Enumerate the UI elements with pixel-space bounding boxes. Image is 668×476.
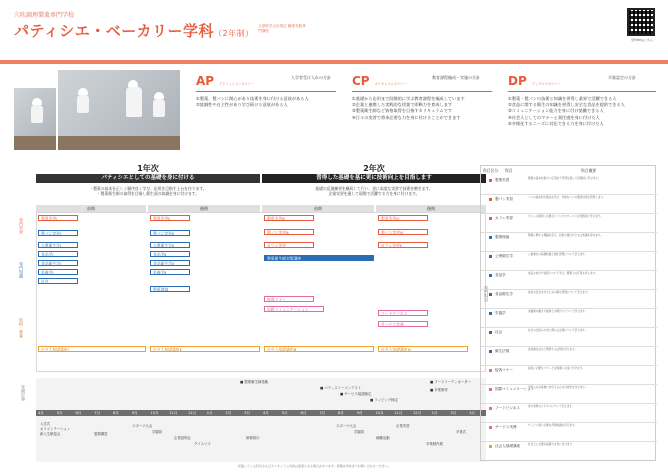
month-label: 6月 <box>75 411 82 415</box>
policy-line: ①製菓、製パンに関心があり技術を身に付ける意欲がある人 <box>196 96 309 101</box>
subject-name: 栄養学 <box>495 311 506 315</box>
event-item: 研修旅行 <box>246 436 260 440</box>
subject-name: 社会 <box>495 330 503 334</box>
subject-name: 衛生法規 <box>495 349 510 353</box>
policy-line: ④社会人としてのマナーと責任感を身に付けた人 <box>508 114 600 120</box>
course-box[interactable]: 食品衛生学Ⅱ <box>150 260 190 266</box>
qr-caption: 学科HPはこちら <box>630 38 654 42</box>
title-sub: （2年制） <box>214 29 254 38</box>
course-box[interactable]: 製菓実習Ⅱ <box>150 215 190 221</box>
course-box[interactable]: カフェ実習Ⅱ <box>378 242 428 248</box>
month-label: 11月 <box>169 411 178 415</box>
event-item: 企業説明会 <box>174 436 191 440</box>
subject-desc: 公衆衛生の基礎知識と衛生管理について学びます。 <box>528 253 588 256</box>
table-row <box>481 366 657 385</box>
photo-student <box>14 88 56 150</box>
subject-desc: 外国人のお客様に対応するための語学を学びます。 <box>528 386 588 389</box>
term-header: 前期 <box>36 205 146 212</box>
course-box[interactable]: 製菓理論 <box>150 286 190 292</box>
policy-bar <box>508 91 656 92</box>
subject-desc: サービス業に必要な実務知識を学びます。 <box>528 424 578 427</box>
policy-code: DP <box>508 74 527 88</box>
month-label: 5月 <box>281 411 288 415</box>
month-label: 4月 <box>263 411 269 415</box>
table-row <box>481 328 657 347</box>
row-marker <box>489 369 492 372</box>
table-row <box>481 252 657 271</box>
table-header: 科目区分 <box>483 168 499 173</box>
month-label: 6月 <box>300 411 307 415</box>
subject-desc: 社会人に必要な基礎力を身に付けます。 <box>528 443 575 446</box>
row-marker <box>489 255 492 258</box>
course-box[interactable]: 製パン実習Ⅳ <box>378 229 428 235</box>
header-divider <box>0 60 668 64</box>
table-row <box>481 233 657 252</box>
subject-name: 製菓理論 <box>495 235 510 239</box>
course-box[interactable]: 製パン実習Ⅱ <box>150 230 190 236</box>
course-box[interactable]: 食品学Ⅱ <box>150 251 190 257</box>
month-label: 1月 <box>206 411 213 415</box>
month-label: 12月 <box>413 411 422 415</box>
subject-desc: 社会の仕組みや食に関わる法規について学びます。 <box>528 329 588 332</box>
schedule-side-label: 年間行事 <box>21 385 26 401</box>
page-title <box>14 20 254 41</box>
subject-desc: 食の業界のビジネスについて学びます。 <box>528 405 575 408</box>
subject-desc: 栄養素の働きや健康との関わりについて学びます。 <box>528 310 588 313</box>
month-label: 3月 <box>244 411 251 415</box>
policy-cp <box>352 70 492 150</box>
course-box[interactable]: 製菓実習Ⅲ <box>264 215 314 221</box>
month-bar <box>36 410 486 416</box>
year1-label: 1年次 <box>137 164 159 173</box>
month-label: 2月 <box>450 411 457 415</box>
row-label: 専門知識 <box>19 262 24 278</box>
course-box[interactable]: 社会人基礎講座Ⅲ <box>264 346 374 352</box>
subject-name: 公衆衛生学 <box>495 254 513 258</box>
row-marker <box>489 293 492 296</box>
row-marker <box>489 426 492 429</box>
designation-note: 文部科学大臣指定 職業実践専門課程 <box>258 24 306 33</box>
course-box[interactable]: 社会人基礎講座Ⅱ <box>150 346 260 352</box>
month-label: 12月 <box>188 411 197 415</box>
subject-table <box>480 165 656 461</box>
subject-name: 社会人基礎講座 <box>495 444 521 448</box>
year2-desc: 基礎の反復練習を継続して行い、更に高度な実習で技術を磨きます。 企業実習を通して現場で活躍する力を身に付けます。 <box>315 186 433 197</box>
subject-name: 接客マナー <box>495 368 513 372</box>
row-marker <box>489 331 492 334</box>
year1-desc: ・製菓の基本を正しく順序良く学び、応用を目指す土台を作ります。 ・製菓衛生師の取得を目指し衛生面の知識を身に付けます。 <box>89 186 207 197</box>
month-label: 7月 <box>94 411 101 415</box>
subject-desc: パンの基本的な製法を学び、多様なパンの製造技術を習得します。 <box>528 196 606 199</box>
course-box[interactable]: 国際コミュニケーション <box>264 306 324 312</box>
course-box[interactable]: フードビジネス <box>378 310 428 316</box>
table-row <box>481 309 657 328</box>
row-marker <box>489 217 492 220</box>
event-item: 卒業式 <box>456 430 467 434</box>
subject-desc: 食品の安全を守るための衛生管理について学びます。 <box>528 291 590 294</box>
policy-head: 卒業認定の方針 <box>608 75 636 80</box>
event-item: 卒業制作展 <box>426 442 443 446</box>
course-box[interactable]: 社会人基礎講座Ⅰ <box>38 346 146 352</box>
policy-line: ②食品に関する衛生の知識を習得し安全な食品を提供できる人 <box>508 102 625 108</box>
row-marker <box>489 274 492 277</box>
subject-name: サービス実務 <box>495 425 517 429</box>
year2-band: 習得した基礎を基に更に技術向上を目指します <box>262 174 486 183</box>
event-item: 就職活動 <box>376 436 390 440</box>
subject-name: 製パン実習 <box>495 197 513 201</box>
row-marker <box>489 445 492 448</box>
event-item: スポーツ大会 <box>336 424 357 428</box>
table-row <box>481 347 657 366</box>
event-item: スポーツ大会 <box>132 424 153 428</box>
table-header: 科目 <box>505 168 513 173</box>
footnote: 記載している科目およびカリキュラム内容は変更となる場合があります。詳細は学校までお問い合わせください。 <box>238 464 391 468</box>
subject-name: 国際コミュニケーション <box>495 387 535 391</box>
policy-head: 入学者受け入れの方針 <box>291 75 331 80</box>
subject-desc: 食品の成分や性質について学び、製菓への応用を考えます。 <box>528 272 598 275</box>
row-label: 資格・教養 <box>19 318 24 338</box>
row-marker <box>489 179 492 182</box>
table-header: 科目概要 <box>581 168 597 173</box>
event-item: ■ サービス接遇検定 <box>340 392 372 396</box>
policy-line: ⑤多様化するニーズに対応できる力を身に付けた人 <box>508 120 604 126</box>
course-box[interactable]: 製菓実習Ⅰ <box>38 215 78 221</box>
course-box[interactable]: 接客マナー <box>264 296 314 302</box>
row-marker <box>489 312 492 315</box>
course-box[interactable]: サービス実務 <box>378 321 428 327</box>
policy-line: ③コミュニケーション能力を身に付け協働できる人 <box>508 108 604 114</box>
row-marker <box>489 350 492 353</box>
course-box[interactable]: 製菓実習Ⅳ <box>378 215 428 221</box>
table-row <box>481 442 657 461</box>
row-marker <box>489 407 492 410</box>
event-item: 学園祭 <box>354 430 365 434</box>
month-label: 10月 <box>375 411 384 415</box>
month-label: 10月 <box>150 411 159 415</box>
events-row <box>36 420 486 460</box>
table-row <box>481 385 657 404</box>
month-label: 9月 <box>356 411 363 415</box>
table-row <box>481 214 657 233</box>
subject-desc: 製菓に関する理論を学び、技術の裏付けとなる知識を深めます。 <box>528 234 603 237</box>
event-item: ■ 製菓衛生師受験 <box>240 380 269 384</box>
course-box[interactable]: 食品衛生学Ⅰ <box>38 260 78 266</box>
table-row <box>481 404 657 423</box>
table-row <box>481 195 657 214</box>
qr-code[interactable] <box>627 8 655 36</box>
table-row <box>481 423 657 442</box>
course-box[interactable]: 栄養学Ⅰ <box>38 269 78 275</box>
month-label: 8月 <box>338 411 344 415</box>
month-label: 8月 <box>113 411 119 415</box>
table-group-label: 専門科目 <box>484 286 489 302</box>
course-box[interactable]: 公衆衛生学Ⅱ <box>150 242 190 248</box>
year1-band: パティシエとしての基礎を身に付ける <box>36 174 260 183</box>
event-item: ■ パティスリーコンテスト <box>320 386 362 390</box>
event-item: ■ ラッピング検定 <box>370 398 398 402</box>
event-item: ■ 卒業制作 <box>430 388 448 392</box>
event-item: 学園祭 <box>152 430 163 434</box>
policy-line: ③製菓衛生師など資格取得を目指すカリキュラムです <box>352 108 452 114</box>
table-row <box>481 271 657 290</box>
subject-name: 食品衛生学 <box>495 292 513 296</box>
term-header: 後期 <box>148 205 260 212</box>
school-name: 穴吹調理製菓専門学校 <box>14 12 75 19</box>
event-item: 新入生歓迎会 <box>40 432 61 436</box>
policy-line: ①製菓・製パンの技術と知識を習得し業界で活躍できる人 <box>508 96 617 101</box>
month-label: 7月 <box>319 411 326 415</box>
event-item: クリスマス <box>194 442 211 446</box>
course-box[interactable]: 食品学Ⅰ <box>38 251 78 257</box>
course-box[interactable]: 社会人基礎講座Ⅳ <box>378 346 468 352</box>
course-box[interactable]: 製菓衛生師対策講座 <box>264 255 374 261</box>
row-label: 専門実習 <box>19 218 24 234</box>
policy-line: ②企業と連携した実践的な授業で即戦力を育成します <box>352 102 453 108</box>
policy-line: ①基礎から応用まで段階的に学ぶ教育課程を編成しています <box>352 96 465 101</box>
policy-sub: ディプロマポリシー <box>531 82 561 86</box>
month-label: 5月 <box>56 411 63 415</box>
subject-name: 食品学 <box>495 273 506 277</box>
policy-head: 教育課程編成・実施の方針 <box>432 75 480 80</box>
event-item: ■ フードコーディネーター <box>430 380 472 384</box>
event-item: 入学式 <box>40 422 51 426</box>
photo-classroom <box>58 70 180 150</box>
policy-line: ②協調性や自主性があり学び続ける意欲がある人 <box>196 102 288 108</box>
event-item: 夏期講習 <box>94 432 108 436</box>
policy-code: CP <box>352 74 370 88</box>
policy-sub: アドミッションポリシー <box>219 82 255 86</box>
subject-name: 製菓実習 <box>495 178 510 182</box>
month-label: 3月 <box>469 411 476 415</box>
subject-name: フードビジネス <box>495 406 520 410</box>
month-label: 11月 <box>394 411 403 415</box>
policy-bar <box>196 91 336 92</box>
row-marker <box>489 198 492 201</box>
subject-desc: 製菓の基本技術から応用まで実習を通して段階的に学びます。 <box>528 177 601 180</box>
term-header: 前期 <box>262 205 374 212</box>
month-label: 9月 <box>131 411 138 415</box>
policy-ap <box>196 70 336 150</box>
policy-dp <box>508 70 656 150</box>
event-item: オリエンテーション <box>40 427 71 431</box>
policy-sub: カリキュラムポリシー <box>374 82 407 86</box>
course-box[interactable]: 製パン実習Ⅲ <box>264 229 314 235</box>
course-box[interactable]: 公衆衛生学Ⅰ <box>38 242 78 248</box>
subject-desc: カフェの運営に必要なドリンクやサービスを実践的に学びます。 <box>528 215 603 218</box>
term-header: 後期 <box>376 205 486 212</box>
month-label: 4月 <box>38 411 44 415</box>
course-box[interactable]: 栄養学Ⅱ <box>150 269 190 275</box>
event-item: 企業実習 <box>396 424 410 428</box>
row-marker <box>489 236 492 239</box>
course-box[interactable]: 社会 <box>38 278 78 284</box>
table-row <box>481 176 657 195</box>
table-row <box>481 290 657 309</box>
subject-desc: 食品衛生法など関連する法規を学びます。 <box>528 348 578 351</box>
row-marker <box>489 388 492 391</box>
month-label: 1月 <box>431 411 438 415</box>
policy-code: AP <box>196 74 215 88</box>
policy-bar <box>352 91 492 92</box>
title-main: パティシエ・ベーカリー学科 <box>14 22 215 40</box>
course-box[interactable]: 製パン実習Ⅰ <box>38 230 78 236</box>
policy-line: ④日々の実習で将来必要な力を身に付けることができます <box>352 114 461 120</box>
month-label: 2月 <box>225 411 232 415</box>
course-box[interactable]: カフェ実習 <box>264 242 314 248</box>
subject-name: カフェ実習 <box>495 216 513 220</box>
subject-desc: 接客に必要なマナーと言葉遣いを身に付けます。 <box>528 367 585 370</box>
year2-label: 2年次 <box>363 164 385 173</box>
